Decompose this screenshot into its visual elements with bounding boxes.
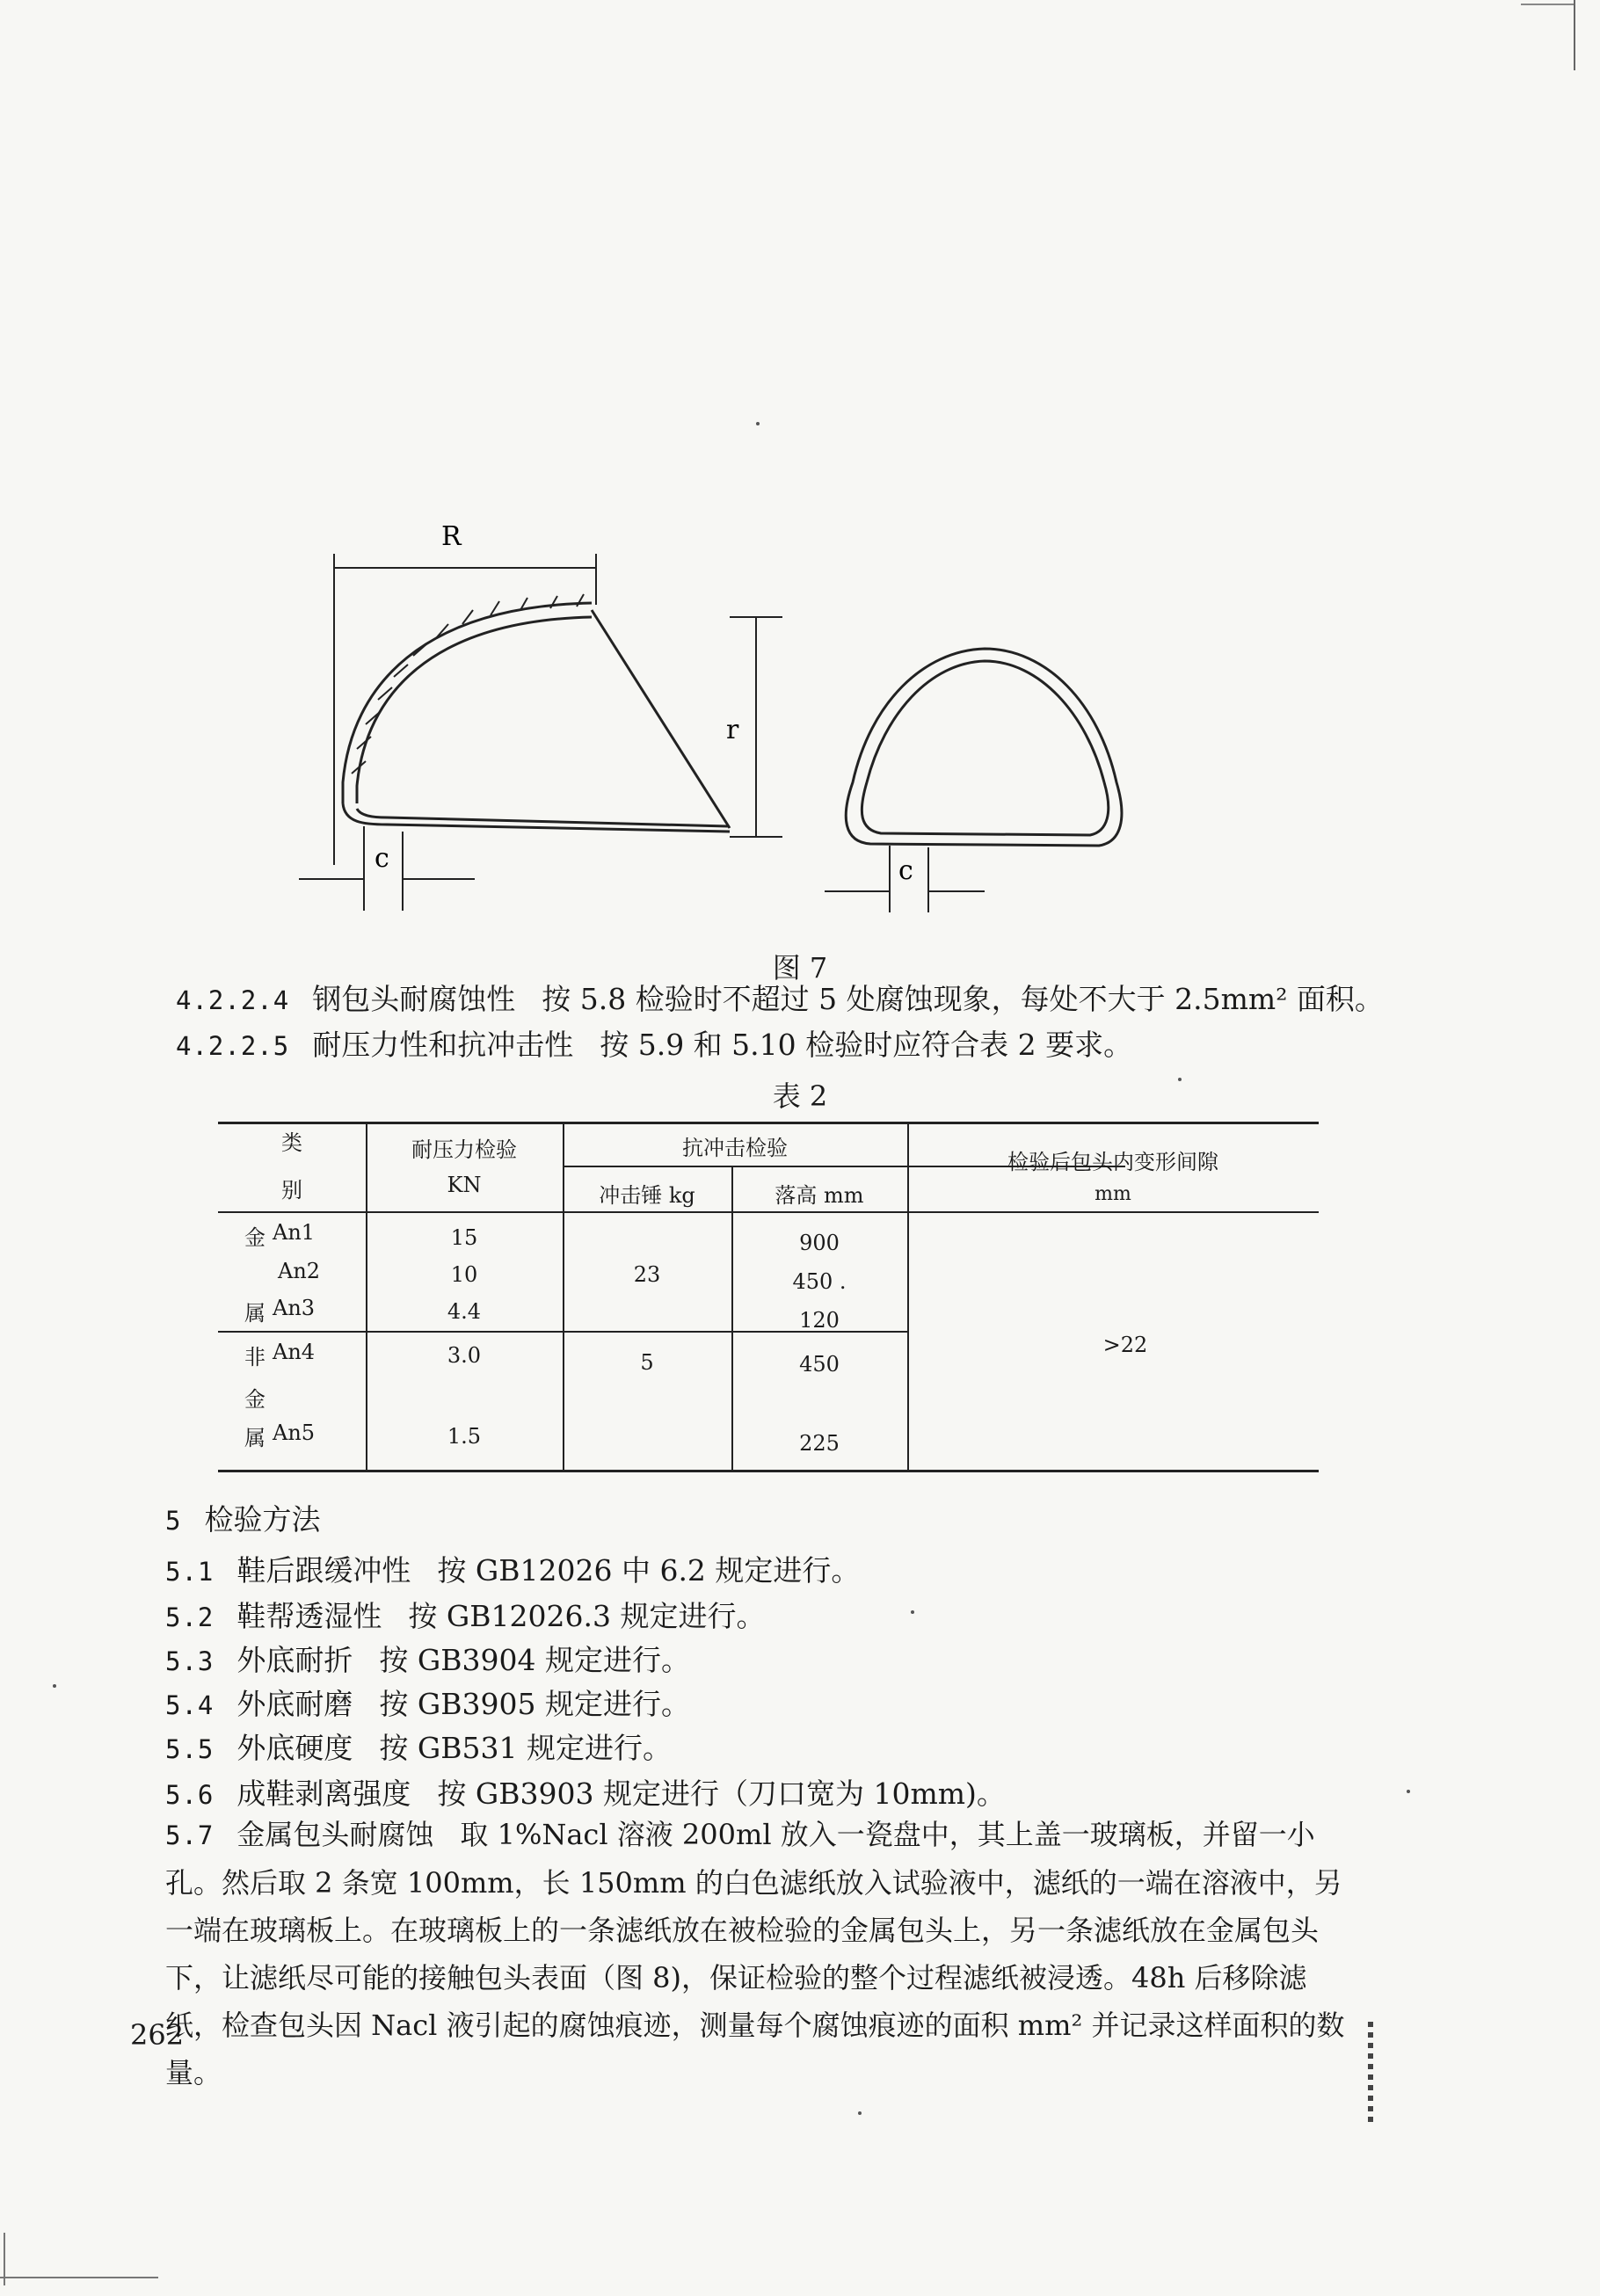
- scan-edge-mark: [1521, 4, 1574, 5]
- header-class-1: 类: [281, 1130, 302, 1155]
- heading-number: 5: [165, 1506, 182, 1536]
- section-4-2-2-5: [176, 1025, 1132, 1066]
- row-group-label: 属: [244, 1301, 265, 1326]
- section-number: 4.2.2.4: [176, 985, 290, 1015]
- table-2: [218, 1122, 1319, 1473]
- hammer-metal: 23: [633, 1262, 661, 1287]
- scan-speck: [858, 2111, 862, 2115]
- row-drop: 450 .: [792, 1269, 847, 1294]
- row-drop: 120: [799, 1308, 840, 1333]
- scan-edge-mark: [1368, 2022, 1373, 2127]
- method-item-5-3: [165, 1640, 690, 1682]
- table-caption: 表 2: [772, 1079, 828, 1113]
- row-group-label: 金: [244, 1225, 265, 1250]
- section-5-heading: [165, 1500, 320, 1541]
- item-number: 5.4: [165, 1690, 215, 1720]
- item-number: 5.6: [165, 1780, 215, 1810]
- header-gap: 检验后包头内变形间隙: [1007, 1150, 1218, 1174]
- method-item-5-4: [165, 1684, 690, 1726]
- scan-edge-mark: [0, 2277, 158, 2278]
- header-gap-unit: mm: [1095, 1183, 1131, 1205]
- figure-7-drawing: [290, 519, 1292, 923]
- item-term: 金属包头耐腐蚀: [236, 1818, 434, 1851]
- row-drop: 900: [799, 1231, 840, 1255]
- table-top-rule: [218, 1122, 1319, 1124]
- label-c-left: c: [375, 843, 389, 874]
- method-item-5-5: [165, 1728, 672, 1769]
- item-term: 鞋后跟缓冲性: [236, 1553, 411, 1588]
- header-pressure-unit: KN: [447, 1173, 482, 1197]
- right-toe-cap-front: [825, 649, 1122, 912]
- header-hammer: 冲击锤 kg: [599, 1183, 695, 1208]
- row-group-label: 金: [244, 1387, 265, 1412]
- header-drop: 落高 mm: [775, 1183, 864, 1208]
- row-group-label: 属: [244, 1426, 265, 1450]
- method-item-5-6: [165, 1774, 1006, 1815]
- label-c-right: c: [898, 855, 913, 886]
- header-class-2: 别: [281, 1178, 302, 1202]
- row-pressure: 3.0: [447, 1343, 482, 1368]
- scan-speck: [911, 1610, 914, 1614]
- method-item-5-1: [165, 1551, 860, 1592]
- table-bottom-rule: [218, 1470, 1319, 1472]
- row-class: An3: [273, 1296, 316, 1320]
- page-number: 262: [130, 2018, 185, 2052]
- row-pressure: 4.4: [447, 1299, 482, 1324]
- item-number: 5.3: [165, 1646, 215, 1676]
- scan-speck: [53, 1684, 56, 1688]
- header-impact: 抗冲击检验: [682, 1136, 788, 1160]
- section-number: 4.2.2.5: [176, 1031, 290, 1061]
- heading-text: 检验方法: [204, 1502, 321, 1537]
- item-number: 5.1: [165, 1557, 215, 1587]
- section-term: 耐压力性和抗冲击性: [312, 1028, 574, 1062]
- item-text: 按 GB12026 中 6.2 规定进行。: [437, 1553, 861, 1588]
- gap-value: >22: [1102, 1333, 1148, 1357]
- scan-speck: [756, 422, 760, 425]
- row-class: An2: [278, 1259, 321, 1283]
- label-R: R: [441, 521, 462, 552]
- item-text: 按 GB3904 规定进行。: [379, 1643, 690, 1677]
- item-number: 5.7: [165, 1820, 215, 1850]
- item-term: 外底耐折: [236, 1643, 353, 1677]
- scan-speck: [1178, 1078, 1182, 1081]
- figure-caption: 图 7: [772, 951, 828, 985]
- row-pressure: 15: [450, 1225, 478, 1250]
- method-item-5-7: [165, 1811, 1361, 2096]
- scan-speck: [1407, 1790, 1410, 1793]
- row-drop: 225: [799, 1431, 840, 1456]
- scan-edge-mark: [4, 2233, 5, 2285]
- item-number: 5.5: [165, 1734, 215, 1764]
- item-text: 按 GB3905 规定进行。: [379, 1687, 690, 1721]
- section-4-2-2-4: [176, 979, 1384, 1021]
- item-term: 外底硬度: [236, 1731, 353, 1765]
- item-term: 外底耐磨: [236, 1687, 353, 1721]
- section-term: 钢包头耐腐蚀性: [312, 982, 516, 1016]
- item-term: 鞋帮透湿性: [236, 1599, 382, 1633]
- scan-edge-mark: [1574, 0, 1575, 70]
- section-text: 按 5.8 检验时不超过 5 处腐蚀现象，每处不大于 2.5mm² 面积。: [542, 982, 1384, 1016]
- label-r: r: [726, 715, 739, 745]
- item-text: 取 1%Nacl 溶液 200ml 放入一瓷盘中，其上盖一玻璃板，并留一小孔。然后取 2 条宽 100mm，长 150mm 的白色滤纸放入试验液中，滤纸的一端在溶液中，另一端在玻璃板上。在玻璃板上的一条滤纸放在被检验的金属包头上，另一条滤纸放在金属包头下，让滤纸尽可能的接触包头表面（图 8)，保证检验的整个过程滤纸被浸透。48h 后移除滤纸，检查包头因 Nacl 液引起的腐蚀痕迹，测量每个腐蚀痕迹的面积 mm² 并记录这样面积的数量。: [165, 1818, 1345, 2089]
- hammer-nonmetal: 5: [640, 1350, 654, 1375]
- item-number: 5.2: [165, 1602, 215, 1632]
- item-term: 成鞋剥离强度: [236, 1776, 411, 1811]
- item-text: 按 GB12026.3 规定进行。: [408, 1599, 766, 1633]
- row-class: An5: [273, 1420, 316, 1445]
- row-pressure: 10: [450, 1262, 478, 1287]
- row-group-label: 非: [244, 1345, 265, 1370]
- item-text: 按 GB531 规定进行。: [379, 1731, 672, 1765]
- header-pressure: 耐压力检验: [411, 1137, 517, 1162]
- row-class: An4: [273, 1340, 316, 1364]
- row-pressure: 1.5: [447, 1424, 482, 1449]
- section-text: 按 5.9 和 5.10 检验时应符合表 2 要求。: [600, 1028, 1133, 1062]
- item-text: 按 GB3903 规定进行（刀口宽为 10mm)。: [437, 1776, 1006, 1811]
- row-class: An1: [273, 1220, 316, 1245]
- method-item-5-2: [165, 1596, 765, 1638]
- row-drop: 450: [799, 1352, 840, 1377]
- table-header-rule: [218, 1211, 1319, 1213]
- left-toe-cap-profile: [299, 554, 782, 911]
- table-col-rule-2: [563, 1122, 564, 1470]
